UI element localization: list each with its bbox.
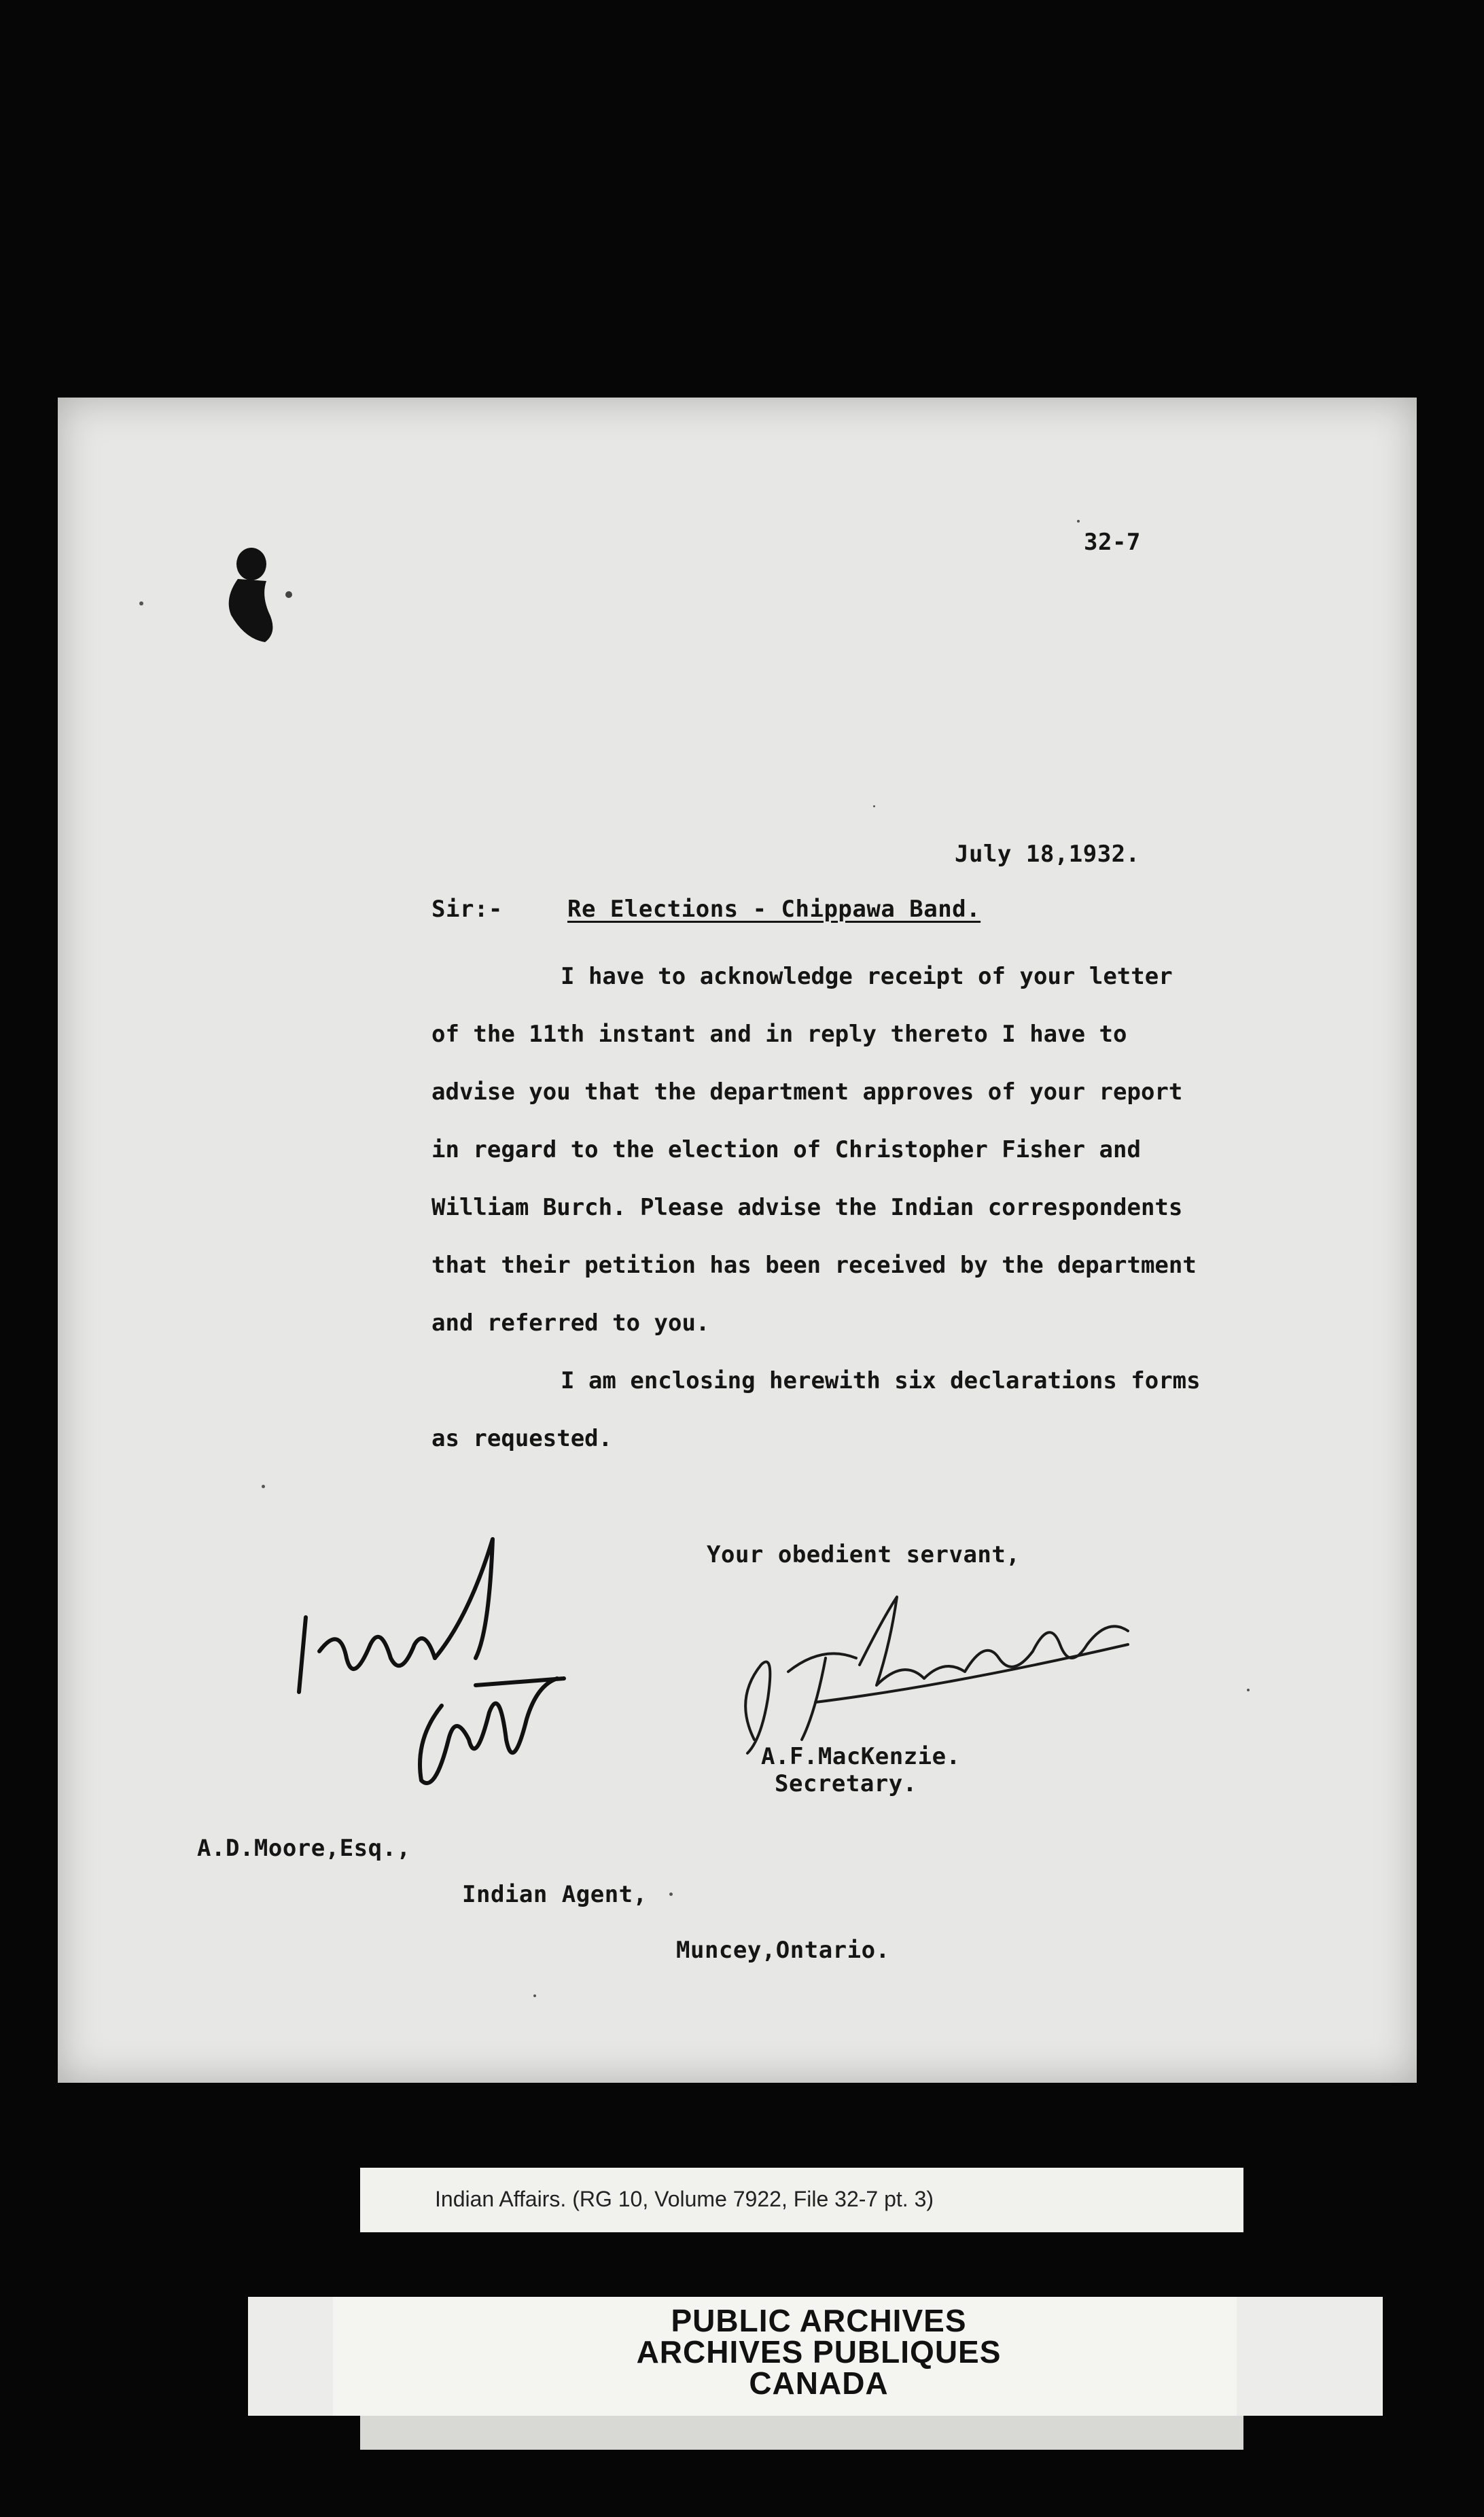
body-line: I have to acknowledge receipt of your letter	[561, 963, 1173, 990]
handwritten-initials-signature-icon	[299, 1539, 564, 1783]
archive-stamp-line-2: ARCHIVES PUBLIQUES	[636, 2334, 1002, 2370]
closing: Your obedient servant,	[707, 1541, 1021, 1568]
body-line: as requested.	[431, 1425, 613, 1452]
silhouette-stamp-icon	[229, 548, 292, 642]
subject-line: Re Elections - Chippawa Band.	[567, 896, 981, 923]
addressee-location: Muncey,Ontario.	[676, 1937, 890, 1964]
salutation: Sir:-	[431, 896, 503, 923]
archive-reference: Indian Affairs. (RG 10, Volume 7922, File 32-7 pt. 3)	[435, 2187, 934, 2211]
handwritten-signature-icon	[745, 1597, 1128, 1753]
body-line: in regard to the election of Christopher Fisher and	[431, 1136, 1141, 1163]
addressee-title: Indian Agent,	[462, 1881, 648, 1908]
archive-stamp-base	[360, 2416, 1243, 2450]
archive-stamp-line-3: CANADA	[749, 2365, 889, 2401]
letter-date: July 18,1932.	[955, 841, 1140, 868]
signer-name: A.F.MacKenzie.	[761, 1743, 961, 1770]
letter-body	[377, 948, 1376, 1468]
body-line: of the 11th instant and in reply thereto I have to	[431, 1021, 1127, 1048]
signer-title: Secretary.	[775, 1770, 917, 1797]
addressee-name: A.D.Moore,Esq.,	[197, 1835, 411, 1862]
body-line: that their petition has been received by the department	[431, 1252, 1197, 1279]
body-line: William Burch. Please advise the Indian correspondents	[431, 1194, 1183, 1221]
file-number: 32-7	[1084, 529, 1141, 556]
body-line: I am enclosing herewith six declarations forms	[561, 1367, 1201, 1394]
archive-stamp-line-1: PUBLIC ARCHIVES	[671, 2303, 967, 2338]
body-line: and referred to you.	[431, 1309, 710, 1337]
body-line: advise you that the department approves of your report	[431, 1078, 1183, 1106]
